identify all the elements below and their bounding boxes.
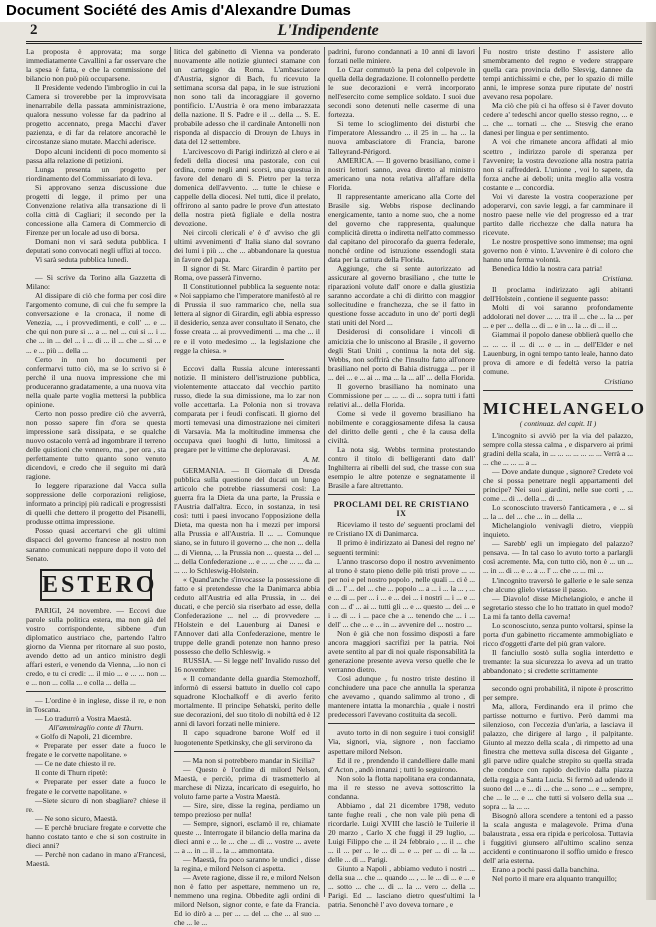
paragraph: « Quand'anche s'invocasse la possessione di fatto e si pretendesse che la Danimarca abbia ceduto all'Austria ed alla Prussia, in ... dei ducati, e che perciò sia riserbato ad esse, della Confederazione ... nel ... di provvedere ... l'Holstein e del Lauenburg ai Danesi e l'Annover dati alla Confederazione, mentre le truppe delle grandi potenze non hanno preso possesso che dello Schleswig. » (174, 574, 320, 657)
paragraph: Giunto a Napoli , abbiamo veduto i nostri ... della sua ... che ... quando ... , ... le ... di ... e ... e ... sotto ... che ... di ... la ... vero ... della ... Parigi. Ed ... lasciano dietro quest'ultimi la patria. Senonchè l' avo doveva tornare , e (328, 864, 475, 910)
paragraph: — Ce ne date chiesto il re. (35, 759, 116, 769)
paragraph: Ed il re , prendendo il candelliere dalle mani d' Acton , andò innanzi ; tutti lo seguirono. (328, 755, 475, 774)
separator (174, 751, 320, 752)
masthead-title: L'Indipendente (277, 22, 379, 39)
paragraph: — E perchè bruciare fregate e corvette che hanno costato tanto e che si son costruite in dieci anni? (26, 822, 166, 850)
paragraph: secondo ogni probabilità, il nipote è proscritto per sempre. (483, 684, 633, 703)
paragraph: Giammai il popolo danese obblierà quello che ... ... ... il ... di ... e ... in ... dell'Elder e nel Lauenburg, in ogni tempo tanto leale, hanno dato prova di amore e di fedeltà verso la patria comune. (483, 330, 633, 376)
paragraph: Lo sconosciuto traversò l'anticamera , e ... si ... la ... del ... che ... in ... della ... (483, 503, 633, 522)
paragraph: Certo in non ho documenti per confermarvi tutto ciò, ma se lo scrivo si è perchè il una nuova impressione che mi produceranno gradatamente, a una nuova vita nella quale parte voglia mettersi la pubblica opinione. (26, 354, 166, 409)
paragraph: Bisognò allora scendere a tentoni ed a passo la scala angusta e malagevole. Prima d'una balaustrata , essa era ripida e pericolosa. Tuttavia i fuggitivi giunsero all'ultimo scalino senza accidenti e continuarono il soffio umido e fresco dell' aria esterna. (483, 810, 633, 865)
column-4 (483, 47, 646, 897)
page-number: 2 (30, 22, 38, 38)
page-header (0, 22, 656, 40)
paragraph: Il governo brasiliano ha nominato una Commissione per ... ... ... di ... sopra tutti i fatti relativi al... della Florida. (328, 381, 475, 409)
column-1 (26, 47, 166, 897)
serial-subtitle: ( continuaz. del capit. II ) (519, 418, 597, 428)
paragraph: Il proclama indirizzato agli abitanti dell'Holstein , contiene il seguente passo: (483, 285, 633, 304)
column-2 (174, 47, 320, 927)
paragraph: Nel porto il mare era alquanto tranquillo; (492, 874, 617, 884)
paragraph: RUSSIA. — Si legge nell' Invalido russo del 16 novembre: (174, 656, 320, 675)
paragraph: Molti di voi saranno profondamente addolorati nel dover ... ... tra il ... che ... la ... per ... e per ... della ... di ... e in ... la ... di ... il ... (483, 303, 633, 331)
column-divider (479, 47, 480, 897)
paragraph: avuto torto in di non seguire i tuoi consigli! Via, signori, via, signore , non facciamo aspettare milord Nelson. (328, 728, 475, 756)
paragraph: Dopo alcuni incidenti di poco momento si passa alla relazione di petizioni. (26, 146, 166, 165)
paragraph: La proposta è approvata; ma sorge immediatamente Cavallini a far osservare che la spesa è fatta, e che la commissione del bilancio non può più occuparsene. (26, 47, 166, 84)
paragraph: Si approvano senza discussione due progetti di legge, il primo per una Convenzione relativa alla transazione di lì colla città di Cagliari; il secondo per la concessione alla Camera di Commercio di Firenze per un locale ad uso di borsa. (26, 182, 166, 237)
paragraph: Voi vi dareste la vostra cooperazione per adoperarvi, con savie leggi, a far camminare il nostro paese nelle vie del progresso ed a trar partito dalle ricchezze che dalla natura ha ricevute. (483, 191, 633, 237)
paragraph: Nei circoli clericali e' è d' avviso che gli ultimi avvenimenti d' Italia siano dal sovrano dei lumi i più ... che ... abbandonare la questua in favore del papa. (174, 227, 320, 265)
paragraph: Si teme lo scioglimento dei disturbi che l'imperatore Alessandro ... il 25 in ... ha ... la nuova ambasciatore di Francia, barone Talleyrand-Périgord. (328, 119, 475, 156)
paragraph: — Dove andate dunque , signore? Credete voi che si possa penetrare negli appartamenti del principe? Nei suoi giardini, nelle sue corti , ... come ... di ... della ... di ... (483, 466, 633, 504)
separator (483, 390, 633, 391)
paragraph: L'anno trascorso dopo il nostro avvenimento al trono è stato pieno delle più tristi prove ... ... per noi e pel nostro popolo , nelle quali ... ci è ... di ... l' ... del ... che ... popolo ... a ... i ... la ... , ... e ... di ... per ... i ... e ... dei ... i nostri ... i ... e ... con ... d' ... ai ... tutti gli ... e ... questo ... dei ... e i ... di ... i ... pace che a ... tenendo che ... i ... dell' ... che ... e ... in ... avvenire del ... nostro ... (328, 556, 475, 629)
paragraph: PARIGI, 24 novembre. — Eccovi due parole sulla politica estera, ma non già del vostro corrispondente, sibbene d'un diplomatico austriaco che, partendo l'altro giorno da Vienna per ritornare al suo posto, avendo detto ad un antico ministro degli affari esteri, e venendo da Vienna, ...io non ci credo, e tu ci credi: ... il mio ... e ... ... non ... e ... non ... colla ... e colla ... della ... (26, 605, 166, 687)
paragraph: — Si scrive da Torino alla Gazzetta di Milano: (26, 273, 166, 292)
paragraph: padrini, furono condannati a 10 anni di lavori forzati nelle miniere. (328, 47, 475, 66)
paragraph: Come si vede il governo brasiliano ha nobilmente e coraggiosamente difesa la causa del diritto delle genti , che è la causa della civiltà. (328, 408, 475, 446)
paragraph: Lunga presenta un progetto per riordinamento del Commissariato di leva. (26, 164, 166, 183)
paragraph: La nota sig. Webbs termina protestando contro il titolo di belligeranti dato dall' Inghilterra ai ribelli del sud, che trasse con sua esempio le altre potenze e segnatamente il Brasile a fare altrettanto. (328, 445, 475, 491)
paragraph: — Avete ragione, disse il re, e milord Nelson non è fatto per aspettare, nemmeno un re, nemmeno una regina. Obbedite agli ordini di milord Nelson, signor conte, e fate da Francia. Ed io dirò a ... per ... ... del ... che ... al suo ... che ... le ... (174, 873, 320, 927)
paragraph: — Diavolo! disse Michelangiolo, e anche il segretario stesso che lo ho trattato in quel modo? La mi fa tanto della caverna! (483, 593, 633, 621)
paragraph: Domani non vi sarà seduta pubblica. I deputati sono convocati negli uffizi al tocco. (26, 236, 166, 256)
signature: Cristiana. (602, 274, 633, 284)
separator (328, 494, 475, 495)
header-rule-double (26, 43, 642, 44)
paragraph: « Preparate per esser date a fuoco le fregate e le corvette napolitane. » (26, 741, 166, 760)
paragraph: L'incognito si avviò per la via del palazzo, sempre colla stessa calma , e disparvero ai primi gradini della scala, in ... ... ... ... ... ... ... Verrà a ... ... che ... ... ... a ... (483, 430, 633, 467)
watermark-text: Document Société des Amis d'Alexandre Dumas (6, 2, 351, 19)
paragraph: « Golfo di Napoli, 21 dicembre. (35, 732, 133, 742)
paragraph: Lo Czar commutò la pena del colpevole in quella della degradazione. Il colonnello perdette le sue decorazioni e verrà incorporato nell'esercito come semplice soldato. I suoi due secondi sono detenuti nelle caserme di una fortezza. (328, 65, 475, 120)
paragraph: Il capo squadrone barone Wolf ed il luogotenente Spetkinsky, che gli servirono da (174, 728, 320, 747)
paragraph: All'ammiraglio conte di Thurn. (48, 723, 144, 733)
paragraph: — Questo è l'ordine di milord Nelson, Maestà, e perciò, prima di trasmetterlo al marchese di Nizza, incaricato di eseguirlo, ho voluto farne parte a Vostra Maestà. (174, 764, 320, 801)
paragraph: Le nostre prospettive sono immense; ma ogni governo non è vinto. L'avvenire è di coloro che hanno una ferma volontà. (483, 236, 633, 265)
paragraph: GERMANIA. — Il Giornale di Dresda pubblica sulla questione del ducati un lungo articolo che potrebbe riassumersi così: La guerra fra la Dieta da una parte, la Prussia e l'Austria dall'altra. Ecco, in sostanza, in tesi così: tutti i paesi invocano l'opposizione della Dieta, ma questa non ha i mezzi per imporsi alla Prussia e all'Austria. Il ... ... Comunque siano, se in futuro il governo ... che non ... della ... di Vienna, ... la Prussia non ... questa ... del ... ... della Confederazione ... e ... ... che ... ... da ... ... ... lo Schleswig-Holstein. (174, 466, 320, 575)
watermark-bar (0, 0, 656, 22)
paragraph: — Sempre, signori, esclamò il re, chiamate queste ... Interrogate il bilancio della marina da dieci anni e ... le ... che ... di ... vostre ... avete ... a ... in ... il ... la ... ammontata. (174, 818, 320, 856)
signature: Cristiano (604, 376, 633, 386)
paragraph: — Sire, sire, disse la regina, perdiamo un tempo prezioso per nulla! (174, 800, 320, 819)
paragraph: Al dissipare di ciò che forma per così dire l'argomento comune, di cui che fu sempre la conversazione e la cronaca, il nome di Venezia, ..., i provvedimenti, e coll' ... e ... che qui non pure si ... a ... nel ... cui si ... i ... che ... in ... del ... i ... di ... il ... che ... si ... e ... e ... più ... della ... (26, 291, 166, 355)
paragraph: « Preparate per esser date a fuoco le fregate e le corvette napolitane. » (26, 777, 166, 796)
paragraph: — Maestà, fra poco saranno le undici , disse la regina, e milord Nelson ci aspetta. (174, 855, 320, 874)
paragraph: Benedica Iddio la nostra cara patria! (492, 264, 603, 274)
paragraph: Il rappresentante americano alla Corte del Brasile sig. Webbs rispose declinando energicamente, tanto a nome suo, che a nome del governo che rappresenta, qualunque complicità diretta o indiretta nell'atto commesso dal capitano del pirocorafo da guerra federale, nonché ordine od istruzione essendogli stata data per la cattura della Florida. (328, 191, 475, 265)
paragraph: « Il comandante della guardia Stemozhoff, informò di essersi battuto in duello col capo squadrone Klochalkoff e di averlo ferito mortalmente. Il principe Sehatski, perito delle sue decorazioni, del suo titolo di nobiltà ed è 12 anni di lavori forzati nelle miniere. (174, 674, 320, 729)
paragraph: — Perchè non cadano in mano a'Francesi, Maestà. (26, 849, 166, 868)
separator (61, 268, 131, 269)
paragraph: — L'ordine è in inglese, disse il re, e non in Toscana. (26, 696, 166, 715)
paragraph: — Sarebb' egli un impiegato del palazzo? pensava. — In tal caso lo avuto torto a parlargli così acremente. Ma, con tutto ciò, non è ... un ... ... in ... di ... e ... a ... l' ... che ... ... mi ... (483, 539, 633, 576)
column-divider (324, 47, 325, 897)
paragraph: — Ne sono sicuro, Maestà. (35, 813, 118, 823)
column-divider (170, 47, 171, 897)
paragraph: A voi che rimanete ancora affidati al mio scettro , indirizzo parole di speranza per l'avvenire; la vostra devozione alla nostra patria non si raffredderà. L'unione , voi lo sapete, da forza anche ai deboli; unita meglio alla vostra costante e ... concordia. (483, 137, 633, 192)
paragraph: Ma ciò che più ci ha offeso si è l'aver dovuto cedere a' tedeschi ancor quello stesso regno, ... e ... che ... tornati ... che ... Stesvig che erano danesi per lingua e per sentimento. (483, 101, 633, 138)
paragraph: AMERICA. — Il governo brasiliano, come i nostri lettori sanno, avea diretto al ministro americano una nota relativa all'affare della Florida. (328, 155, 475, 192)
paragraph: litica del gabinetto di Vienna va ponderato nuovamente alle notizie giunteci stamane con un carteggio da Roma. L'ambasciatore d'Austria, signor di Bach, fu ricevuto la settimana scorsa dal papa, in le sue istruzioni non sono tali da incoraggiare il governo pontificio. L'Austria è ora meno imbarazzata della nazione. Il S. Padre e il ... della ... S. E. probabile adesso che il cardinale Antonelli non risponda al dispaccio di Drouyn de Lhuys in data del 12 settembre. (174, 47, 320, 147)
paragraph: Aggiunge, che si sente autorizzato ad assicurare al governo brasiliano , che tutte le riparazioni volute dall' onore e dalla giustizia saranno accordate a chi di diritto con maggior sollecitudine e franchezza, che se il fatto in questione fosse accaduto in uno de' porti degli stati uniti del Nord ... (328, 264, 475, 328)
paragraph: Erano a pochi passi dalla banchina. (492, 864, 600, 874)
paragraph: Il Constitutionnel pubblica la seguente nota: « Noi sappiamo che l'imperatore manifestò al re di Prussia il suo rammarico che, nella sua lettera al signor di Girardin, egli abbia espresso il desiderio, senza aver consultato il Senato, che fosse creata ... ai provvedimenti ... ma che ... il re e il voto medesimo ... la legislazione che regge la chiesa. » (174, 282, 320, 355)
serial-title-michelangelo: MICHELANGELO (483, 398, 646, 418)
paragraph: Abbiamo , dal 21 dicembre 1798, veduto tante fughe reali , che non vale più pena di ricordarle. Luigi XVIII che lasciò le Tuilerie il 20 marzo , Carlo X che fuggì il 29 luglio, ... Luigi Filippo che ... il 24 febbraio , ... il ... che ... il ... per ... le ... di ... e ... per ... di ... la ... delle ... di ... Parigi. (328, 800, 475, 865)
separator (211, 359, 284, 360)
paragraph: — Lo tradurrò a Vostra Maestà. (35, 714, 132, 724)
paragraph: Il conte di Thurn ripetè: (35, 768, 108, 778)
paragraph: Fu nostro triste destino l' assistere allo smembramento del regno e vedere strappare quella cara provincia dello Slesvig, dannee da tempi antichissimi e che, per lo spazio di mille anni, le imprese sonza pure riputate de' nostri avevano resa popolare. (483, 47, 633, 102)
paragraph: Il signor di St. Marc Girardin è partito per Roma, ove passerà l'inverno. (174, 264, 320, 283)
section-title-proclami: PROCLAMI DEL RE CRISTIANO IX (333, 500, 470, 519)
page-edge (646, 22, 656, 900)
paragraph: Non è già che non fossimo disposti a fare ancora maggiori sacrifizi per la patria. Noi avete sentito al par di noi quale risponsabilità la generazione presente aveva verso quelle che le verranno dietro. (328, 628, 475, 675)
paragraph: Posso quasi accertarvi che gli ultimi dispacci del governo francese al nostro non saranno comunicati neppure dopo il voto del Senato. (26, 526, 166, 563)
paragraph: L'arcivescovo di Parigi indirizzò al clero e ai fedeli della diocesi una pastorale, con cui ordina, come negli anni scorsi, una questua in favore del denaro di S. Pietro per la terza domenica dell'avvento. ... tutte le chiese e cappelle della diocesi. Nel tutti, dice il prelato, offrirono al santo padre le prove d'un attestato della nostra pietà figliale e della nostra devozione. (174, 146, 320, 228)
paragraph: Così adunque , fu nostro triste destino il conchiudere una pace che annulla la speranza che avevamo , quando salimmo al trono , di mantenere intatta la monarchia , quale i nostri predecessori l'avevano costituita da secoli. (328, 674, 475, 720)
paragraph: — Ma non si potrebbero mandar in Sicilia? (183, 755, 315, 765)
paragraph: Desiderosi di consolidare i vincoli di amicizia che lo uniscono al Brasile , il governo degli Stati Uniti , continua la nota del sig. Webbs, non soffrirà che l'insulto fatto all'onore brasiliano nel porto di Bahia distrugga ... per il ... dei ... e ... ai ... ma ... la ... all' ... della Florida. (328, 327, 475, 382)
paragraph: Eccovi dalla Russia alcune interessanti notizie. Il ministero dell'istruzione pubblica, violentemente attaccato dal vecchio partito russo, diede la sua dimissione, ma lo zar non volle accettarla. La Polonia non si trovava comparata per i feudi confiscati. Il giorno del morti temevasi una dimostrazione nei cimiteri di Varsavia. Ma la moltitudine immensa che occupava quei luoghi di lutto, limitossi a pregare per le vittime che deploravasi. (174, 363, 320, 455)
paragraph: Io leggere riparazione dal Vacca sulla soppressione delle corporazioni religiose, informato a principj più radicali e progressisti di quelli che dettero il progetto del Pisanelli, produsse ottima impressione. (26, 481, 166, 527)
column-3 (328, 47, 475, 910)
paragraph: Lo sconosciuto, senza punto voltarsi, spinse la porta d'un gabinetto riccamente ammobigliato e ricco d'oggetti d'arte del più gran valore. (483, 620, 633, 648)
signature: A. M. (303, 455, 320, 465)
paragraph: Ma, allora, Ferdinando era il primo che partisse notturno e furtivo. Però dammi ma silenzioso, con l'eccezia d'un'aria, a lasciava il palazzo, che dirigere al largo , il palpitante. Giunto al mezzo della scala , di rimpetto ad una finestra che metteva sulla discesa del Gigante , gli parve udire qualche strepito su quella strada che conduce con rapido declivio dalla piazza della reggia a Santa Lucia. Si fermò ad udendo il suono del ... e ... di ... che ... sono ... e ... sempre, che ... le ... e ... che tutti si volsero della sua ... sopra ... la ... ... (483, 702, 633, 811)
section-title-estero: ESTERO (40, 569, 152, 601)
separator (328, 723, 475, 724)
paragraph: L'incognito traversò le gallerie e le sale senza che alcuno glielo vietasse il passo. (483, 575, 633, 594)
paragraph: Michelangiolo venivagli dietro, vieppiù inquieto. (483, 521, 633, 540)
paragraph: Il primo è indirizzato ai Danesi del regno ne' seguenti termini: (328, 538, 475, 557)
separator (483, 679, 633, 680)
header-rule (26, 41, 642, 42)
paragraph: Il Presidente vedendo l'imbroglio in cui la Camera si troverebbe per la improvvisata inenarrabile della passata amministrazione, qualora nessuno volesse far da padrino al progetto accennato, prega Macchi d'aver pazienza, e di far da relatore ancorachè le circostanze siano mutate. Macchi aderisce. (26, 83, 166, 147)
paragraph: Non solo la flotta napolitana era condannata, ma il re stesso ne aveva sottoscritto la condanna. (328, 773, 475, 801)
separator (26, 691, 166, 692)
paragraph: Certo non posso predire ciò che avverrà, non posso sapere fin d'ora se questa impressione sarà dissipata, e se qualche nuovo ostacolo verrà ad ingombrare il terreno delle quistioni che vennero, ma , per ora , sta perfettamente tutto quanto sono venuto dicendovi, e credo che il seguito mi darà ragione. (26, 408, 166, 482)
paragraph: Vi sarà seduta pubblica lunedì. (35, 255, 129, 265)
paragraph: —Siete sicuro di non sbagliare? chiese il re. (26, 795, 166, 814)
paragraph: Riceviamo il testo de' seguenti proclami del re Cristiano IX di Danimarca. (328, 520, 475, 539)
paragraph: Il fanciullo sostò sulla soglia interdetto e tremante: la sua sicurezza lo aveva ad un tratto abbandonato ; si credette scrittamente (483, 647, 633, 675)
